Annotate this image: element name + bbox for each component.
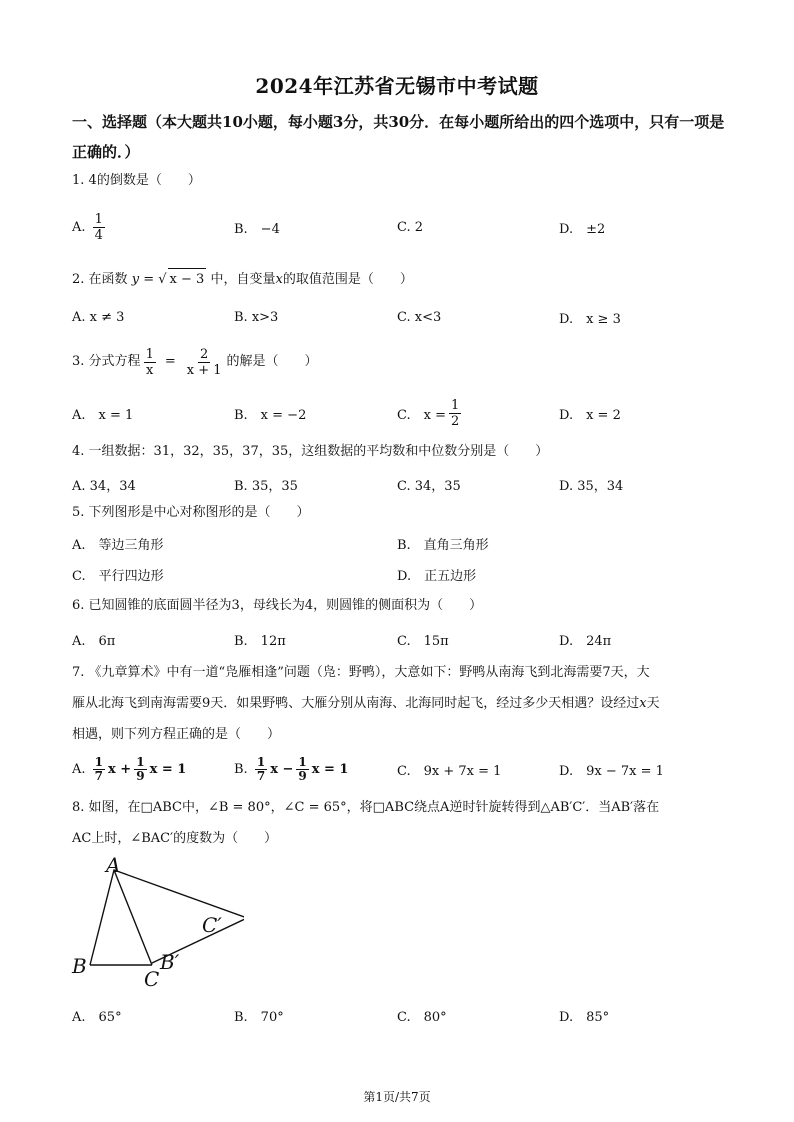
q5-option-b[interactable]: B. 直角三角形 bbox=[397, 538, 489, 553]
question-number: 4. bbox=[72, 444, 85, 459]
question-7: 7. 《九章算术》中有一道“凫雁相逢”问题（凫：野鸭），大意如下：野鸭从南海飞到北海需要7天，大 雁从北海飞到南海需要9天．如果野鸭、大雁分别从南海、北海同时起飞，经过多少天相遇？设经过x天 相遇，则下列方程正确的是（ ） bbox=[72, 665, 660, 742]
q1-option-c[interactable]: C. 2 bbox=[397, 219, 424, 235]
q8-option-d[interactable]: D. 85° bbox=[559, 1009, 610, 1025]
page-footer: 第1页/共7页 bbox=[363, 1090, 431, 1104]
segment-ac bbox=[114, 870, 152, 965]
q5-options-row-1 bbox=[72, 534, 732, 558]
question-text: 一组数据：31，32，35，37，35，这组数据的平均数和中位数分别是（ ） bbox=[88, 444, 549, 459]
question-3: 3. 分式方程 $\frac{1}{x}$ = $\frac{2}{x + 1}$ 的解是（ ） bbox=[72, 346, 318, 378]
triangle-rotation-figure bbox=[64, 852, 244, 992]
question-text: 已知圆锥的底面圆半径为3，母线长为4，则圆锥的侧面积为（ ） bbox=[88, 598, 483, 613]
q6-option-c[interactable]: C. 15π bbox=[397, 633, 449, 649]
question-number: 7. bbox=[72, 665, 85, 680]
q4-options bbox=[72, 472, 732, 496]
page-title: 2024年江苏省无锡市中考试题 bbox=[255, 74, 539, 98]
q7-options bbox=[72, 750, 732, 788]
fraction: $\frac{1}{2}$ bbox=[450, 397, 460, 429]
question-number: 5. bbox=[72, 505, 85, 520]
section-heading: 一、选择题（本大题共10小题，每小题3分，共30分．在每小题所给出的四个选项中，只有一项是正确的．） bbox=[72, 113, 725, 161]
q4-option-a[interactable]: A. 34，34 bbox=[72, 478, 136, 494]
label-c: C bbox=[144, 967, 160, 991]
question-number: 1. bbox=[72, 173, 85, 188]
q1-options bbox=[72, 210, 732, 244]
q3-option-a[interactable]: A. x = 1 bbox=[72, 407, 134, 423]
q6-option-b[interactable]: B. 12π bbox=[234, 633, 286, 649]
q6-option-d[interactable]: D. 24π bbox=[559, 633, 612, 649]
q5-option-d[interactable]: D. 正五边形 bbox=[397, 569, 477, 584]
label-b: B bbox=[72, 954, 87, 978]
q2-options bbox=[72, 300, 732, 334]
question-5 bbox=[72, 502, 732, 524]
fraction: $\frac{1}{x}$ bbox=[145, 346, 154, 378]
q8-option-c[interactable]: C. 80° bbox=[397, 1009, 447, 1025]
q3-option-d[interactable]: D. x = 2 bbox=[559, 407, 621, 423]
q3-options bbox=[72, 396, 732, 430]
q7-option-c[interactable]: C. 9x + 7x = 1 bbox=[397, 763, 502, 779]
q3-option-b[interactable]: B. x = −2 bbox=[234, 407, 307, 423]
question-1 bbox=[72, 170, 732, 192]
radicand: x − 3 bbox=[168, 268, 207, 291]
q5-option-a[interactable]: A. 等边三角形 bbox=[72, 538, 164, 553]
q7-option-b[interactable]: B. $\frac{1}{7}$ x − $\frac{1}{9}$ x = 1 bbox=[234, 754, 349, 783]
question-number: 3. bbox=[72, 354, 85, 369]
question-4 bbox=[72, 441, 732, 463]
question-number: 8. bbox=[72, 800, 85, 815]
fraction: $\frac{2}{x + 1}$ bbox=[186, 346, 222, 378]
question-text: 下列图形是中心对称图形的是（ ） bbox=[88, 505, 310, 520]
question-6 bbox=[72, 595, 732, 617]
q5-option-c[interactable]: C. 平行四边形 bbox=[72, 569, 164, 584]
question-text: 4的倒数是（ ） bbox=[88, 173, 201, 188]
q2-option-c[interactable]: C. x<3 bbox=[397, 309, 442, 325]
q2-option-b[interactable]: B. x>3 bbox=[234, 309, 279, 325]
q1-option-b[interactable]: B. −4 bbox=[234, 221, 280, 237]
question-number: 6. bbox=[72, 598, 85, 613]
sqrt-sign: √ bbox=[158, 272, 167, 287]
label-c-prime: C′ bbox=[202, 913, 222, 937]
q4-option-d[interactable]: D. 35，34 bbox=[559, 478, 624, 494]
q4-option-c[interactable]: C. 34，35 bbox=[397, 478, 461, 494]
q6-options bbox=[72, 627, 732, 651]
q8-option-a[interactable]: A. 65° bbox=[72, 1009, 122, 1025]
question-8: 8. 如图，在□ABC中，∠B = 80°，∠C = 65°，将□ABC绕点A逆时针旋转得到△AB′C′．当AB′落在 AC上时，∠BAC′的度数为（ ） bbox=[72, 800, 660, 846]
q5-options-row-2 bbox=[72, 565, 732, 589]
q6-option-a[interactable]: A. 6π bbox=[72, 633, 116, 649]
question-2: 2. 在函数 y = √ x − 3 中，自变量x的取值范围是（ ） bbox=[72, 268, 732, 291]
fraction: $\frac{1}{4}$ bbox=[94, 211, 103, 243]
q3-option-c[interactable]: C. x = $\frac{1}{2}$ bbox=[397, 397, 460, 429]
q2-option-a[interactable]: A. x ≠ 3 bbox=[72, 309, 125, 325]
q2-option-d[interactable]: D. x ≥ 3 bbox=[559, 311, 621, 327]
q7-option-a[interactable]: A. $\frac{1}{7}$ x + $\frac{1}{9}$ x = 1 bbox=[72, 754, 187, 783]
q1-option-d[interactable]: D. ±2 bbox=[559, 221, 606, 237]
q7-option-d[interactable]: D. 9x − 7x = 1 bbox=[559, 763, 664, 779]
q8-option-b[interactable]: B. 70° bbox=[234, 1009, 284, 1025]
question-number: 2. bbox=[72, 272, 85, 287]
q8-options bbox=[72, 1003, 732, 1027]
q4-option-b[interactable]: B. 35，35 bbox=[234, 478, 298, 494]
label-b-prime: B′ bbox=[160, 950, 180, 974]
q1-option-a[interactable]: A. $\frac{1}{4}$ bbox=[72, 211, 103, 243]
label-a: A bbox=[106, 853, 121, 877]
